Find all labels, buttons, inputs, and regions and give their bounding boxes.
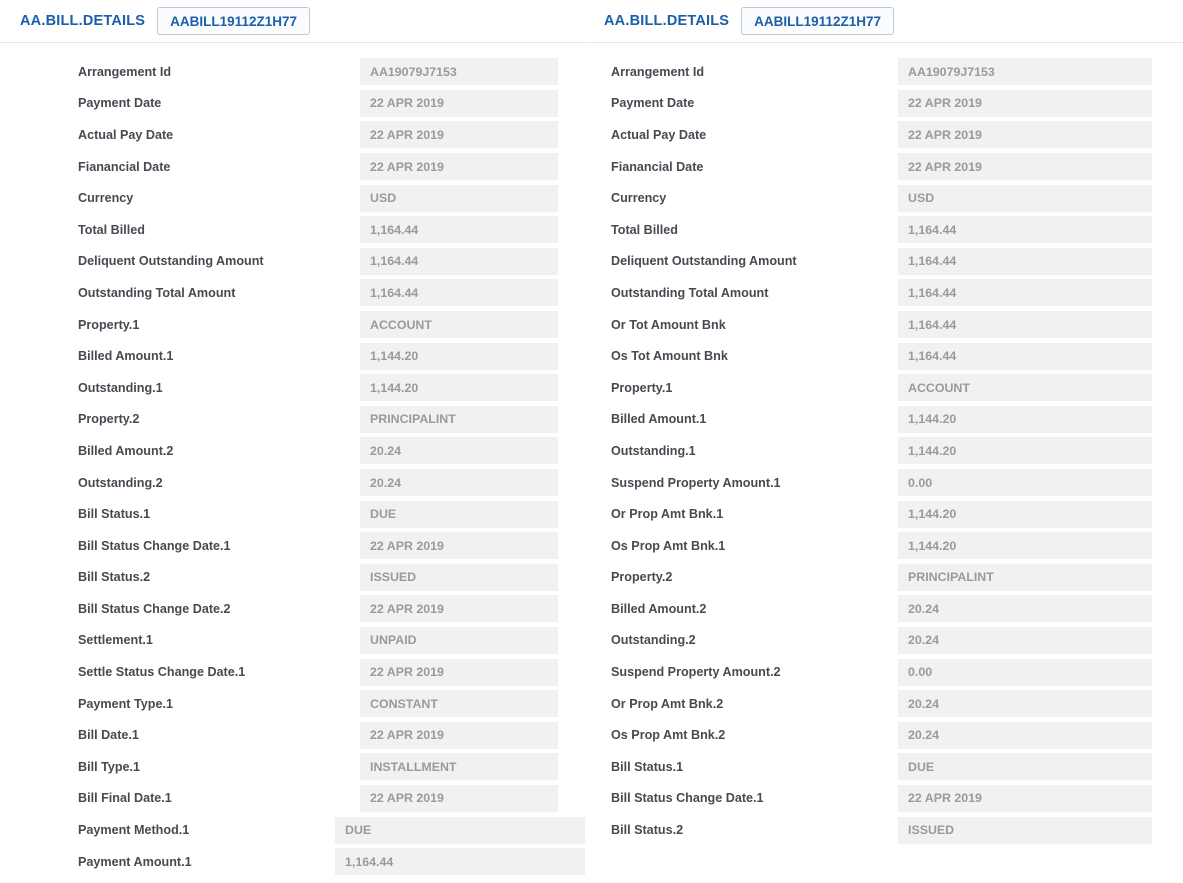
field-value[interactable]: 1,164.44 xyxy=(335,848,585,875)
field-value[interactable]: 20.24 xyxy=(898,722,1152,749)
field-label: Payment Date xyxy=(611,96,695,111)
pane-left-title: AA.BILL.DETAILS xyxy=(20,13,146,29)
field-label: Or Tot Amount Bnk xyxy=(611,317,726,332)
pane-right-title: AA.BILL.DETAILS xyxy=(604,13,730,29)
field-value[interactable]: AA19079J7153 xyxy=(898,58,1152,85)
field-row xyxy=(585,182,1183,214)
field-label: Suspend Property Amount.1 xyxy=(611,475,781,490)
field-row xyxy=(0,119,585,151)
field-value[interactable]: 22 APR 2019 xyxy=(360,90,558,117)
pane-left xyxy=(0,0,585,883)
field-value[interactable]: 22 APR 2019 xyxy=(360,659,558,686)
field-label: Outstanding.1 xyxy=(78,380,163,395)
field-label: Arrangement Id xyxy=(78,64,172,79)
field-value[interactable]: 1,144.20 xyxy=(360,374,558,401)
field-row xyxy=(0,56,585,88)
field-label: Bill Status.1 xyxy=(611,759,684,774)
field-row xyxy=(0,593,585,625)
pane-right-header xyxy=(585,0,1183,42)
field-row xyxy=(585,562,1183,594)
field-label: Total Billed xyxy=(611,222,678,237)
field-row xyxy=(0,309,585,341)
field-label: Billed Amount.1 xyxy=(78,349,174,364)
field-row xyxy=(585,309,1183,341)
field-value[interactable]: DUE xyxy=(898,753,1152,780)
field-row xyxy=(585,814,1183,846)
field-label: Actual Pay Date xyxy=(78,127,174,142)
field-value[interactable]: 22 APR 2019 xyxy=(360,722,558,749)
field-row xyxy=(0,435,585,467)
field-label: Os Tot Amount Bnk xyxy=(611,349,728,364)
field-value[interactable]: 1,164.44 xyxy=(898,248,1152,275)
field-row xyxy=(585,340,1183,372)
field-value[interactable]: UNPAID xyxy=(360,627,558,654)
field-row xyxy=(585,56,1183,88)
field-value[interactable]: 22 APR 2019 xyxy=(360,121,558,148)
field-row xyxy=(585,625,1183,657)
field-label: Deliquent Outstanding Amount xyxy=(78,254,264,269)
pane-right-rows xyxy=(585,42,1183,846)
field-label: Settlement.1 xyxy=(78,633,153,648)
field-value[interactable]: 22 APR 2019 xyxy=(360,595,558,622)
field-row xyxy=(0,814,585,846)
field-row xyxy=(585,214,1183,246)
field-label: Currency xyxy=(78,191,134,206)
field-value[interactable]: 0.00 xyxy=(898,659,1152,686)
field-value[interactable]: 22 APR 2019 xyxy=(360,532,558,559)
field-row xyxy=(585,719,1183,751)
field-row xyxy=(0,656,585,688)
field-row xyxy=(0,530,585,562)
field-row xyxy=(0,783,585,815)
field-label: Os Prop Amt Bnk.2 xyxy=(611,728,726,743)
field-value[interactable]: 1,144.20 xyxy=(898,437,1152,464)
field-label: Bill Status Change Date.2 xyxy=(78,601,231,616)
field-label: Deliquent Outstanding Amount xyxy=(611,254,797,269)
field-row xyxy=(0,340,585,372)
field-label: Outstanding.2 xyxy=(611,633,696,648)
pane-left-record-chip[interactable]: AABILL19112Z1H77 xyxy=(157,7,310,35)
field-label: Fianancial Date xyxy=(78,159,171,174)
field-label: Outstanding Total Amount xyxy=(78,285,236,300)
field-value[interactable]: USD xyxy=(898,185,1152,212)
field-label: Property.2 xyxy=(611,570,673,585)
field-row xyxy=(0,404,585,436)
field-label: Bill Final Date.1 xyxy=(78,791,172,806)
field-value[interactable]: PRINCIPALINT xyxy=(360,406,558,433)
field-value[interactable]: 22 APR 2019 xyxy=(360,785,558,812)
field-value[interactable]: 20.24 xyxy=(360,469,558,496)
field-row xyxy=(585,404,1183,436)
field-label: Currency xyxy=(611,191,667,206)
field-label: Property.2 xyxy=(78,412,140,427)
field-value[interactable]: 1,144.20 xyxy=(898,406,1152,433)
field-row xyxy=(585,277,1183,309)
field-label: Outstanding.1 xyxy=(611,443,696,458)
field-value[interactable]: ACCOUNT xyxy=(360,311,558,338)
field-row xyxy=(585,783,1183,815)
field-value[interactable]: ACCOUNT xyxy=(898,374,1152,401)
field-row xyxy=(0,625,585,657)
field-value[interactable]: 1,144.20 xyxy=(898,532,1152,559)
field-row xyxy=(0,214,585,246)
field-row xyxy=(0,719,585,751)
field-row xyxy=(585,372,1183,404)
field-row xyxy=(585,246,1183,278)
field-value[interactable]: 20.24 xyxy=(898,627,1152,654)
field-value[interactable]: DUE xyxy=(360,501,558,528)
field-label: Bill Status.1 xyxy=(78,507,151,522)
field-value[interactable]: 22 APR 2019 xyxy=(898,785,1152,812)
field-row xyxy=(0,182,585,214)
field-row xyxy=(0,151,585,183)
pane-right-record-chip[interactable]: AABILL19112Z1H77 xyxy=(741,7,894,35)
field-label: Property.1 xyxy=(78,317,140,332)
field-row xyxy=(585,467,1183,499)
field-label: Bill Status Change Date.1 xyxy=(78,538,231,553)
field-label: Payment Amount.1 xyxy=(78,854,192,869)
field-label: Billed Amount.2 xyxy=(611,601,707,616)
field-row xyxy=(585,498,1183,530)
field-row xyxy=(585,88,1183,120)
field-value[interactable]: 22 APR 2019 xyxy=(898,90,1152,117)
field-label: Actual Pay Date xyxy=(611,127,707,142)
field-row xyxy=(0,846,585,878)
pane-left-header xyxy=(0,0,585,42)
field-label: Property.1 xyxy=(611,380,673,395)
field-value[interactable]: 1,164.44 xyxy=(360,248,558,275)
field-value[interactable]: INSTALLMENT xyxy=(360,753,558,780)
field-value[interactable]: 1,164.44 xyxy=(898,279,1152,306)
field-label: Arrangement Id xyxy=(611,64,705,79)
field-row xyxy=(585,688,1183,720)
field-label: Bill Status.2 xyxy=(611,823,684,838)
field-value[interactable]: 20.24 xyxy=(360,437,558,464)
field-row xyxy=(0,277,585,309)
field-label: Bill Status.2 xyxy=(78,570,151,585)
field-value[interactable]: DUE xyxy=(335,817,585,844)
field-row xyxy=(0,88,585,120)
field-label: Payment Date xyxy=(78,96,162,111)
field-label: Billed Amount.1 xyxy=(611,412,707,427)
field-value[interactable]: 1,164.44 xyxy=(360,216,558,243)
pane-separator xyxy=(585,0,586,883)
field-value[interactable]: 22 APR 2019 xyxy=(360,153,558,180)
field-label: Or Prop Amt Bnk.2 xyxy=(611,696,724,711)
field-value[interactable]: 1,164.44 xyxy=(898,311,1152,338)
field-value[interactable]: ISSUED xyxy=(360,564,558,591)
field-label: Payment Method.1 xyxy=(78,823,190,838)
field-label: Suspend Property Amount.2 xyxy=(611,665,781,680)
field-row xyxy=(585,151,1183,183)
field-value[interactable]: PRINCIPALINT xyxy=(898,564,1152,591)
field-label: Settle Status Change Date.1 xyxy=(78,665,246,680)
field-value[interactable]: 1,164.44 xyxy=(898,343,1152,370)
field-label: Payment Type.1 xyxy=(78,696,173,711)
field-label: Fianancial Date xyxy=(611,159,704,174)
field-value[interactable]: 1,164.44 xyxy=(360,279,558,306)
field-row xyxy=(0,498,585,530)
field-row xyxy=(585,751,1183,783)
field-label: Os Prop Amt Bnk.1 xyxy=(611,538,726,553)
field-row xyxy=(0,751,585,783)
field-label: Bill Type.1 xyxy=(78,759,141,774)
field-row xyxy=(0,688,585,720)
field-value[interactable]: ISSUED xyxy=(898,817,1152,844)
field-row xyxy=(585,119,1183,151)
field-label: Outstanding.2 xyxy=(78,475,163,490)
field-row xyxy=(0,246,585,278)
field-label: Bill Status Change Date.1 xyxy=(611,791,764,806)
field-label: Or Prop Amt Bnk.1 xyxy=(611,507,724,522)
field-row xyxy=(585,530,1183,562)
field-value[interactable]: 22 APR 2019 xyxy=(898,153,1152,180)
field-row xyxy=(0,467,585,499)
field-value[interactable]: 20.24 xyxy=(898,690,1152,717)
field-value[interactable]: 0.00 xyxy=(898,469,1152,496)
field-row xyxy=(585,593,1183,625)
field-label: Outstanding Total Amount xyxy=(611,285,769,300)
field-label: Bill Date.1 xyxy=(78,728,139,743)
field-value[interactable]: AA19079J7153 xyxy=(360,58,558,85)
field-label: Billed Amount.2 xyxy=(78,443,174,458)
pane-left-rows xyxy=(0,42,585,877)
header-divider xyxy=(0,42,1183,43)
field-value[interactable]: 1,144.20 xyxy=(360,343,558,370)
field-value[interactable]: 1,144.20 xyxy=(898,501,1152,528)
field-row xyxy=(585,435,1183,467)
field-value[interactable]: USD xyxy=(360,185,558,212)
field-value[interactable]: 1,164.44 xyxy=(898,216,1152,243)
pane-right xyxy=(585,0,1183,883)
field-row xyxy=(0,372,585,404)
field-label: Total Billed xyxy=(78,222,145,237)
field-value[interactable]: 22 APR 2019 xyxy=(898,121,1152,148)
field-row xyxy=(585,656,1183,688)
field-row xyxy=(0,562,585,594)
field-value[interactable]: CONSTANT xyxy=(360,690,558,717)
field-value[interactable]: 20.24 xyxy=(898,595,1152,622)
